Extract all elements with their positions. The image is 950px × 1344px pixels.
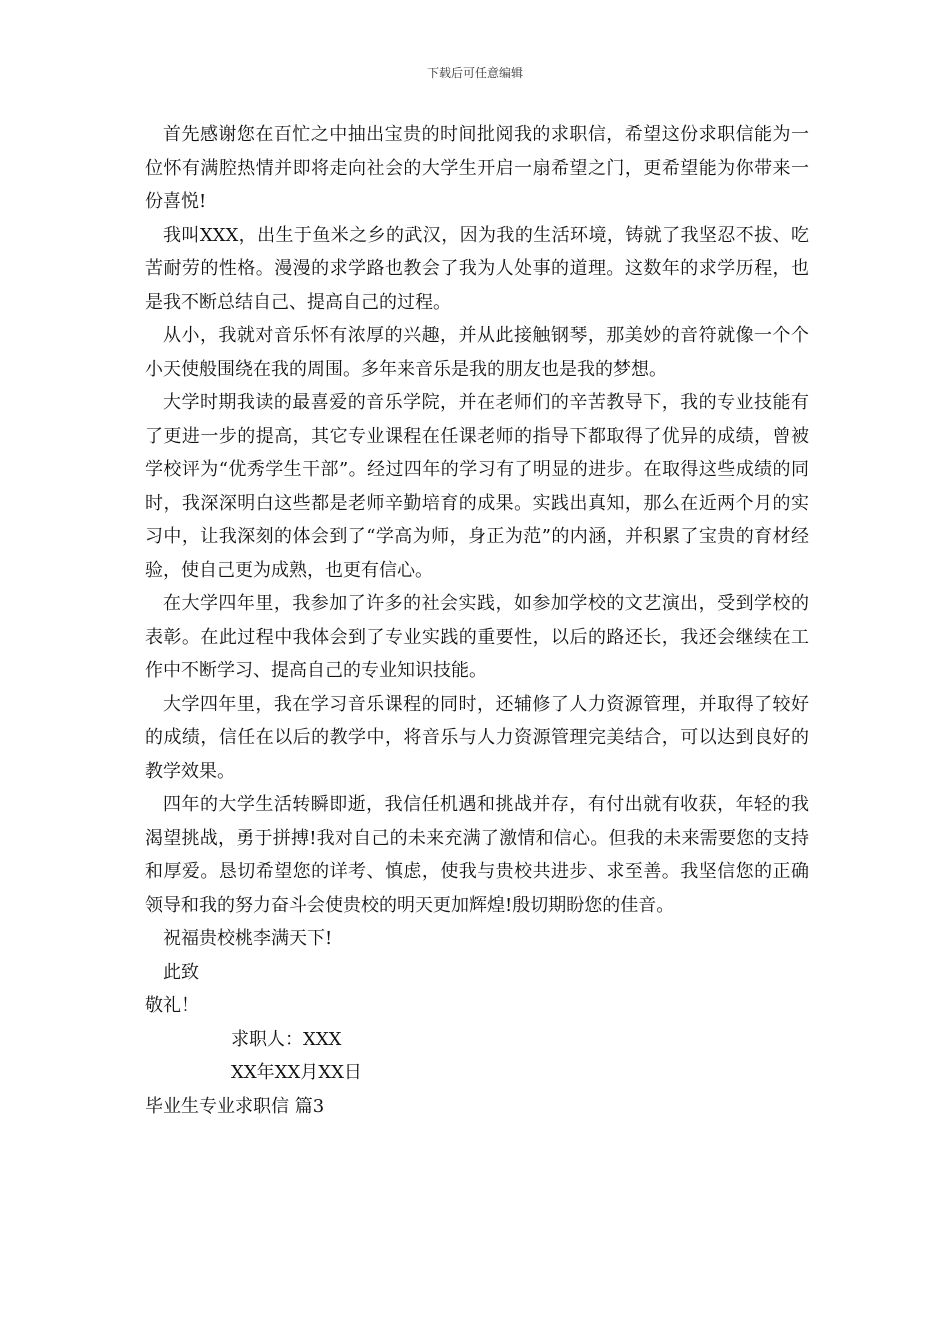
blessing-line: 祝福贵校桃李满天下! bbox=[163, 928, 333, 949]
paragraph: 四年的大学生活转瞬即逝，我信任机遇和挑战并存，有付出就有收获，年轻的我渴望挑战，勇于拼搏!我对自己的未来充满了激情和信心。但我的未来需要您的支持和厚爱。恳切希望您的详考、慎虑，使我与贵校共进步、求至善。我坚信您的正确领导和我的努力奋斗会使贵校的明天更加辉煌!殷切期盼您的佳音。 bbox=[145, 794, 809, 916]
paragraph: 在大学四年里，我参加了许多的社会实践，如参加学校的文艺演出，受到学校的表彰。在此过程中我体会到了专业实践的重要性，以后的路还长，我还会继续在工作中不断学习、提高自己的专业知识技能。 bbox=[145, 593, 809, 681]
closing-salutation: 此致 bbox=[163, 961, 199, 983]
signature-date: XX年XX月XX日 bbox=[231, 1062, 362, 1083]
closing-regards: 敬礼！ bbox=[145, 995, 199, 1016]
signature-name: 求职人：XXX bbox=[231, 1028, 342, 1050]
letter-body bbox=[145, 118, 809, 1123]
paragraph: 我叫XXX，出生于鱼米之乡的武汉，因为我的生活环境，铸就了我坚忍不拔、吃苦耐劳的性格。漫漫的求学路也教会了我为人处事的道理。这数年的求学历程，也是我不断总结自己、提高自己的过程。 bbox=[145, 224, 809, 313]
paragraph: 大学时期我读的最喜爱的音乐学院，并在老师们的辛苦教导下，我的专业技能有了更进一步的提高，其它专业课程在任课老师的指导下都取得了优异的成绩，曾被学校评为“优秀学生干部”。经过四年的学习有了明显的进步。在取得这些成绩的同时，我深深明白这些都是老师辛勤培育的成果。实践出真知，那么在近两个月的实习中，让我深刻的体会到了“学高为师，身正为范”的内涵，并积累了宝贵的育材经验，使自己更为成熟，也更有信心。 bbox=[145, 392, 809, 581]
paragraph: 从小，我就对音乐怀有浓厚的兴趣，并从此接触钢琴，那美妙的音符就像一个个小天使般围绕在我的周围。多年来音乐是我的朋友也是我的梦想。 bbox=[145, 325, 809, 380]
paragraph: 首先感谢您在百忙之中抽出宝贵的时间批阅我的求职信，希望这份求职信能为一位怀有满腔热情并即将走向社会的大学生开启一扇希望之门，更希望能为你带来一份喜悦! bbox=[145, 124, 809, 212]
paragraph: 大学四年里，我在学习音乐课程的同时，还辅修了人力资源管理，并取得了较好的成绩，信任在以后的教学中，将音乐与人力资源管理完美结合，可以达到良好的教学效果。 bbox=[145, 693, 809, 782]
page-header: 下载后可任意编辑 bbox=[426, 66, 523, 80]
next-section-title: 毕业生专业求职信 篇3 bbox=[145, 1095, 325, 1117]
